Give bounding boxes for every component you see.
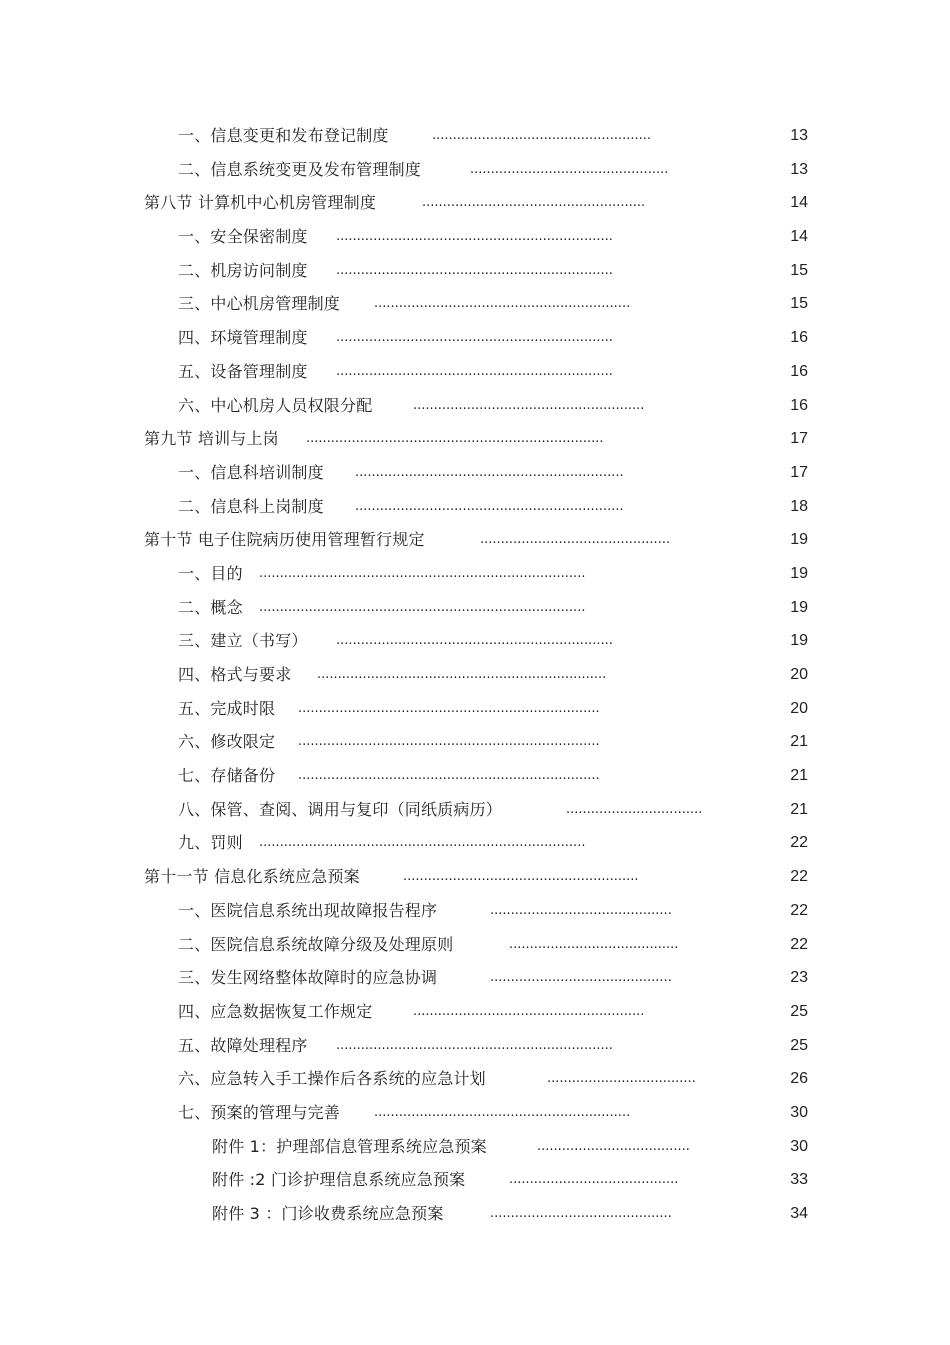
toc-entry-title: 附件 :2 门诊护理信息系统应急预案 <box>212 1170 466 1190</box>
toc-entry <box>0 760 950 794</box>
toc-leader-dots: ......................................................................... <box>298 768 600 784</box>
toc-entry-page-number: 33 <box>790 1171 808 1189</box>
toc-entry-page-number: 19 <box>790 564 808 582</box>
toc-entry-title: 五、故障处理程序 <box>178 1035 308 1055</box>
toc-entry-title: 六、修改限定 <box>178 732 276 752</box>
toc-leader-dots: ............................................................................... <box>259 565 586 581</box>
toc-leader-dots: ......................................................................... <box>298 734 600 750</box>
toc-entry-page-number: 26 <box>790 1070 808 1088</box>
toc-entry-page-number: 18 <box>790 497 808 515</box>
toc-leader-dots: ................................................................. <box>355 498 624 514</box>
toc-entry <box>0 423 950 457</box>
toc-entry-title: 四、格式与要求 <box>178 665 292 684</box>
toc-entry-page-number: 13 <box>790 127 808 144</box>
toc-entry <box>0 154 950 188</box>
toc-entry-title: 五、设备管理制度 <box>178 361 308 381</box>
toc-entry-title: 八、保管、查阅、调用与复印（同纸质病历） <box>178 799 503 819</box>
toc-entry-page-number: 19 <box>790 531 808 549</box>
toc-entry <box>0 524 950 558</box>
toc-leader-dots: ...................................................................... <box>317 667 607 682</box>
toc-entry <box>0 187 950 221</box>
toc-entry <box>0 221 950 255</box>
toc-leader-dots: ................................................ <box>470 161 669 177</box>
toc-leader-dots: ............................................................................... <box>259 835 586 851</box>
toc-entry-title: 二、医院信息系统故障分级及处理原则 <box>178 934 454 954</box>
toc-leader-dots: ............................................................................... <box>259 599 586 615</box>
toc-entry-page-number: 21 <box>790 767 808 785</box>
toc-entry-title: 一、目的 <box>178 563 243 583</box>
toc-entry <box>0 861 950 895</box>
toc-entry-page-number: 30 <box>790 1103 808 1121</box>
toc-leader-dots: ..................................................... <box>432 128 652 143</box>
toc-entry <box>0 457 950 491</box>
toc-entry-page-number: 21 <box>790 800 808 818</box>
toc-entry-title: 二、信息系统变更及发布管理制度 <box>178 159 422 179</box>
toc-entry <box>0 592 950 626</box>
toc-entry-title: 附件 3 ：门诊收费系统应急预案 <box>212 1204 444 1223</box>
toc-entry-page-number: 19 <box>790 632 808 650</box>
toc-entry-title: 一、医院信息系统出现故障报告程序 <box>178 900 438 920</box>
toc-leader-dots: ................................. <box>566 801 703 817</box>
toc-entry <box>0 288 950 322</box>
toc-entry-page-number: 25 <box>790 1002 808 1020</box>
toc-entry-title: 四、应急数据恢复工作规定 <box>178 1001 373 1021</box>
toc-entry <box>0 1097 950 1131</box>
toc-entry-page-number: 25 <box>790 1036 808 1054</box>
toc-entry-page-number: 30 <box>790 1137 808 1155</box>
toc-entry-title: 第九节 培训与上岗 <box>144 429 279 449</box>
toc-entry <box>0 390 950 424</box>
toc-entry <box>0 255 950 289</box>
toc-entry-title: 一、信息变更和发布登记制度 <box>178 126 389 145</box>
table-of-contents <box>0 120 950 1232</box>
toc-entry-title: 三、建立（书写） <box>178 631 308 651</box>
toc-leader-dots: ............................................ <box>490 970 672 986</box>
toc-entry-title: 二、信息科上岗制度 <box>178 496 324 516</box>
toc-leader-dots: ................................................................... <box>336 1037 613 1053</box>
toc-leader-dots: ............................................ <box>490 1206 672 1221</box>
toc-entry-title: 一、安全保密制度 <box>178 227 308 247</box>
toc-leader-dots: ................................................................... <box>336 330 613 346</box>
toc-entry-page-number: 15 <box>790 261 808 279</box>
toc-entry-page-number: 34 <box>790 1205 808 1222</box>
toc-leader-dots: ................................................................... <box>336 229 613 245</box>
toc-leader-dots: ............................................ <box>490 902 672 918</box>
toc-entry-title: 七、预案的管理与完善 <box>178 1102 341 1122</box>
toc-leader-dots: ................................................................... <box>336 363 613 379</box>
toc-leader-dots: .............................................................. <box>374 1104 631 1120</box>
toc-entry-title: 第八节 计算机中心机房管理制度 <box>144 193 377 213</box>
toc-leader-dots: ................................................................... <box>336 633 613 649</box>
toc-entry-title: 附件 1：护理部信息管理系统应急预案 <box>212 1136 487 1156</box>
toc-entry <box>0 827 950 861</box>
toc-entry-title: 四、环境管理制度 <box>178 328 308 348</box>
toc-entry <box>0 726 950 760</box>
toc-leader-dots: ........................................................ <box>413 1003 645 1019</box>
toc-entry-page-number: 20 <box>790 666 808 683</box>
toc-entry <box>0 1164 950 1198</box>
toc-leader-dots: ......................................................................... <box>298 700 600 716</box>
toc-entry <box>0 625 950 659</box>
toc-entry <box>0 962 950 996</box>
toc-entry-page-number: 14 <box>790 194 808 212</box>
toc-entry-title: 三、发生网络整体故障时的应急协调 <box>178 968 438 988</box>
toc-entry-page-number: 22 <box>790 868 808 886</box>
toc-leader-dots: .................................... <box>547 1071 696 1087</box>
toc-entry <box>0 1030 950 1064</box>
toc-entry <box>0 929 950 963</box>
toc-entry <box>0 356 950 390</box>
toc-entry <box>0 693 950 727</box>
toc-entry <box>0 120 950 154</box>
toc-entry-page-number: 13 <box>790 160 808 178</box>
toc-entry-title: 二、机房访问制度 <box>178 260 308 280</box>
toc-leader-dots: .............................................................. <box>374 296 631 312</box>
toc-entry-title: 第十节 电子住院病历使用管理暂行规定 <box>144 530 425 550</box>
toc-entry-page-number: 20 <box>790 699 808 717</box>
toc-leader-dots: ......................................... <box>509 1172 679 1188</box>
toc-entry <box>0 895 950 929</box>
toc-entry-page-number: 23 <box>790 969 808 987</box>
toc-entry-page-number: 16 <box>790 329 808 347</box>
toc-leader-dots: ..................................... <box>537 1138 690 1154</box>
toc-entry <box>0 558 950 592</box>
toc-leader-dots: ........................................................................ <box>306 431 604 447</box>
toc-entry-page-number: 14 <box>790 228 808 246</box>
toc-entry-page-number: 21 <box>790 733 808 751</box>
toc-entry-title: 三、中心机房管理制度 <box>178 294 341 314</box>
toc-entry-title: 六、应急转入手工操作后各系统的应急计划 <box>178 1069 486 1089</box>
toc-entry <box>0 322 950 356</box>
toc-entry-page-number: 19 <box>790 598 808 616</box>
toc-entry <box>0 1198 950 1232</box>
toc-leader-dots: ......................................... <box>509 936 679 952</box>
toc-entry-page-number: 15 <box>790 295 808 313</box>
toc-leader-dots: ................................................................... <box>336 262 613 278</box>
toc-entry <box>0 1063 950 1097</box>
toc-entry-title: 六、中心机房人员权限分配 <box>178 395 373 415</box>
toc-entry <box>0 794 950 828</box>
toc-entry-title: 一、信息科培训制度 <box>178 462 324 482</box>
toc-entry-title: 第十一节 信息化系统应急预案 <box>144 867 360 887</box>
toc-leader-dots: ................................................................. <box>355 464 624 480</box>
toc-leader-dots: ........................................................ <box>413 397 645 413</box>
toc-entry <box>0 491 950 525</box>
toc-leader-dots: ...................................................... <box>422 195 646 211</box>
toc-entry-page-number: 22 <box>790 834 808 852</box>
toc-entry-title: 七、存储备份 <box>178 766 276 786</box>
toc-entry-title: 二、概念 <box>178 597 243 617</box>
toc-entry-page-number: 16 <box>790 362 808 380</box>
toc-entry-page-number: 22 <box>790 901 808 919</box>
toc-entry-page-number: 22 <box>790 935 808 953</box>
toc-entry-page-number: 17 <box>790 430 808 448</box>
toc-leader-dots: ......................................................... <box>403 869 639 885</box>
toc-entry <box>0 659 950 693</box>
toc-entry <box>0 996 950 1030</box>
toc-entry-page-number: 16 <box>790 396 808 414</box>
toc-leader-dots: .............................................. <box>480 532 671 548</box>
toc-entry-title: 九、罚则 <box>178 833 243 853</box>
toc-entry-page-number: 17 <box>790 463 808 481</box>
toc-entry-title: 五、完成时限 <box>178 698 276 718</box>
toc-entry <box>0 1131 950 1165</box>
